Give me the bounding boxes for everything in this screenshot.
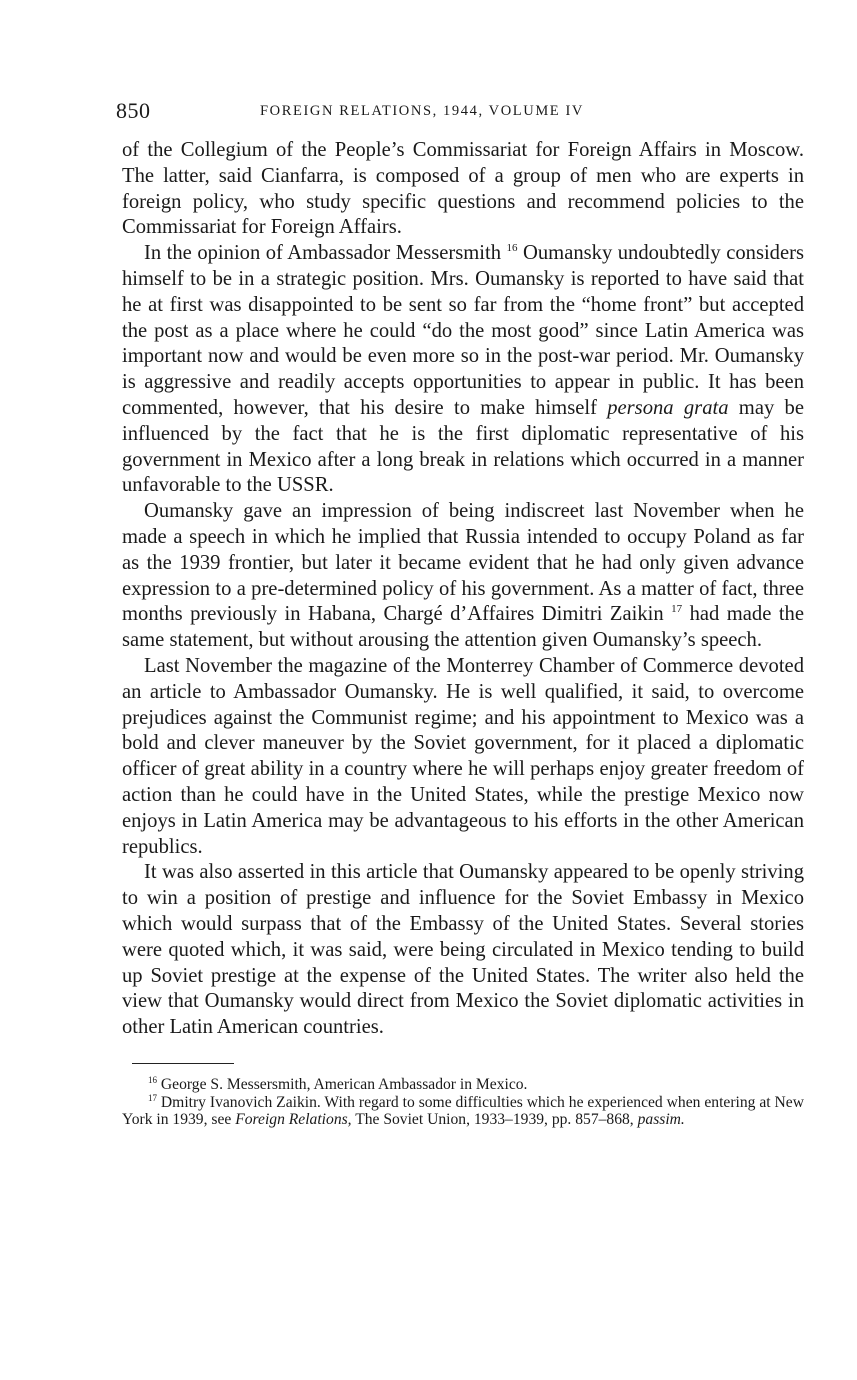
footnote-16 <box>122 1076 804 1094</box>
text-segment: It was also asserted in this article that Oumansky appeared to be openly striving to win a position of prestige and influence for the Soviet Embassy in Mexico which would surpass that of the Embassy of the United States. Several stories were quoted which, it was said, were being circulated in Mexico tending to build up Soviet prestige at the expense of the United States. The writer also held the view that Oumansky would direct from Mexico the Soviet diplomatic activities in other Latin American countries. <box>122 861 804 1039</box>
text-segment: In the opinion of Ambassador Messersmith <box>144 242 507 265</box>
italic-text: Foreign Relations, <box>235 1111 352 1129</box>
paragraph-messersmith-opinion <box>122 241 804 499</box>
footnote-reference: 17 <box>148 1092 157 1103</box>
footnote-reference: 16 <box>148 1074 157 1085</box>
paragraph-indiscreet-speech <box>122 499 804 654</box>
text-segment: The Soviet Union, 1933–1939, pp. 857–868, <box>351 1111 638 1129</box>
footnote-divider <box>132 1063 234 1064</box>
body-text <box>122 138 804 1041</box>
running-head <box>116 96 804 130</box>
text-segment: Oumansky undoubtedly considers himself to be in a strategic position. Mrs. Oumansky is reported to have said that he at first was disappointed to be sent so far from the “home front” but accepted the post as a place where he could “do the most good” since Latin America was important now and would be even more so in the post-war period. Mr. Oumansky is aggressive and readily accepts opportunities to appear in public. It has been commented, however, that his desire to make himself <box>122 242 804 419</box>
footnote-reference: 16 <box>506 242 518 255</box>
paragraph-embassy-prestige <box>122 860 804 1041</box>
page-number: 850 <box>116 98 151 123</box>
text-segment: had made the same statement, but without arousing the attention given Oumansky’s speech. <box>122 603 804 652</box>
paragraph-monterrey-magazine <box>122 654 804 860</box>
text-segment: Oumansky gave an impression of being indiscreet last November when he made a speech in which he implied that Russia intended to occupy Poland as far as the 1939 frontier, but later it became evident that he had only given advance expression to a pre-determined policy of his government. As a matter of fact, three months previously in Habana, Chargé d’Affaires Dimitri Zaikin <box>122 500 804 626</box>
text-segment: George S. Messersmith, American Ambassador in Mexico. <box>157 1075 528 1093</box>
footnotes <box>122 1076 804 1129</box>
text-segment: may be influenced by the fact that he is the first diplomatic representative of his government in Mexico after a long break in relations which occurred in a manner unfavorable to the USSR. <box>122 396 804 497</box>
page-content <box>116 96 804 1129</box>
italic-text: passim. <box>637 1111 685 1129</box>
italic-text: persona grata <box>607 396 729 419</box>
footnote-17 <box>122 1094 804 1130</box>
text-segment: Last November the magazine of the Monterrey Chamber of Commerce devoted an article to Ambassador Oumansky. He is well qualified, it said, to overcome prejudices against the Communist regime; and his appointment to Mexico was a bold and clever maneuver by the Soviet government, for it placed a diplomatic officer of great ability in a country where he will perhaps enjoy greater freedom of action than he could have in the United States, while the prestige Mexico now enjoys in Latin America may be advantageous to his efforts in the other American republics. <box>122 654 804 858</box>
running-title: FOREIGN RELATIONS, 1944, VOLUME IV <box>260 103 584 119</box>
text-segment: of the Collegium of the People’s Commissariat for Foreign Affairs in Moscow. The latter, said Cianfarra, is composed of a group of men who are experts in foreign policy, who study specific questions and recommend policies to the Commissariat for Foreign Affairs. <box>122 139 804 239</box>
footnote-reference: 17 <box>671 603 683 616</box>
paragraph-continuation <box>122 138 804 241</box>
text-segment: Dmitry Ivanovich Zaikin. With regard to some difficulties which he experienced when entering at New York in 1939, see <box>122 1093 804 1129</box>
